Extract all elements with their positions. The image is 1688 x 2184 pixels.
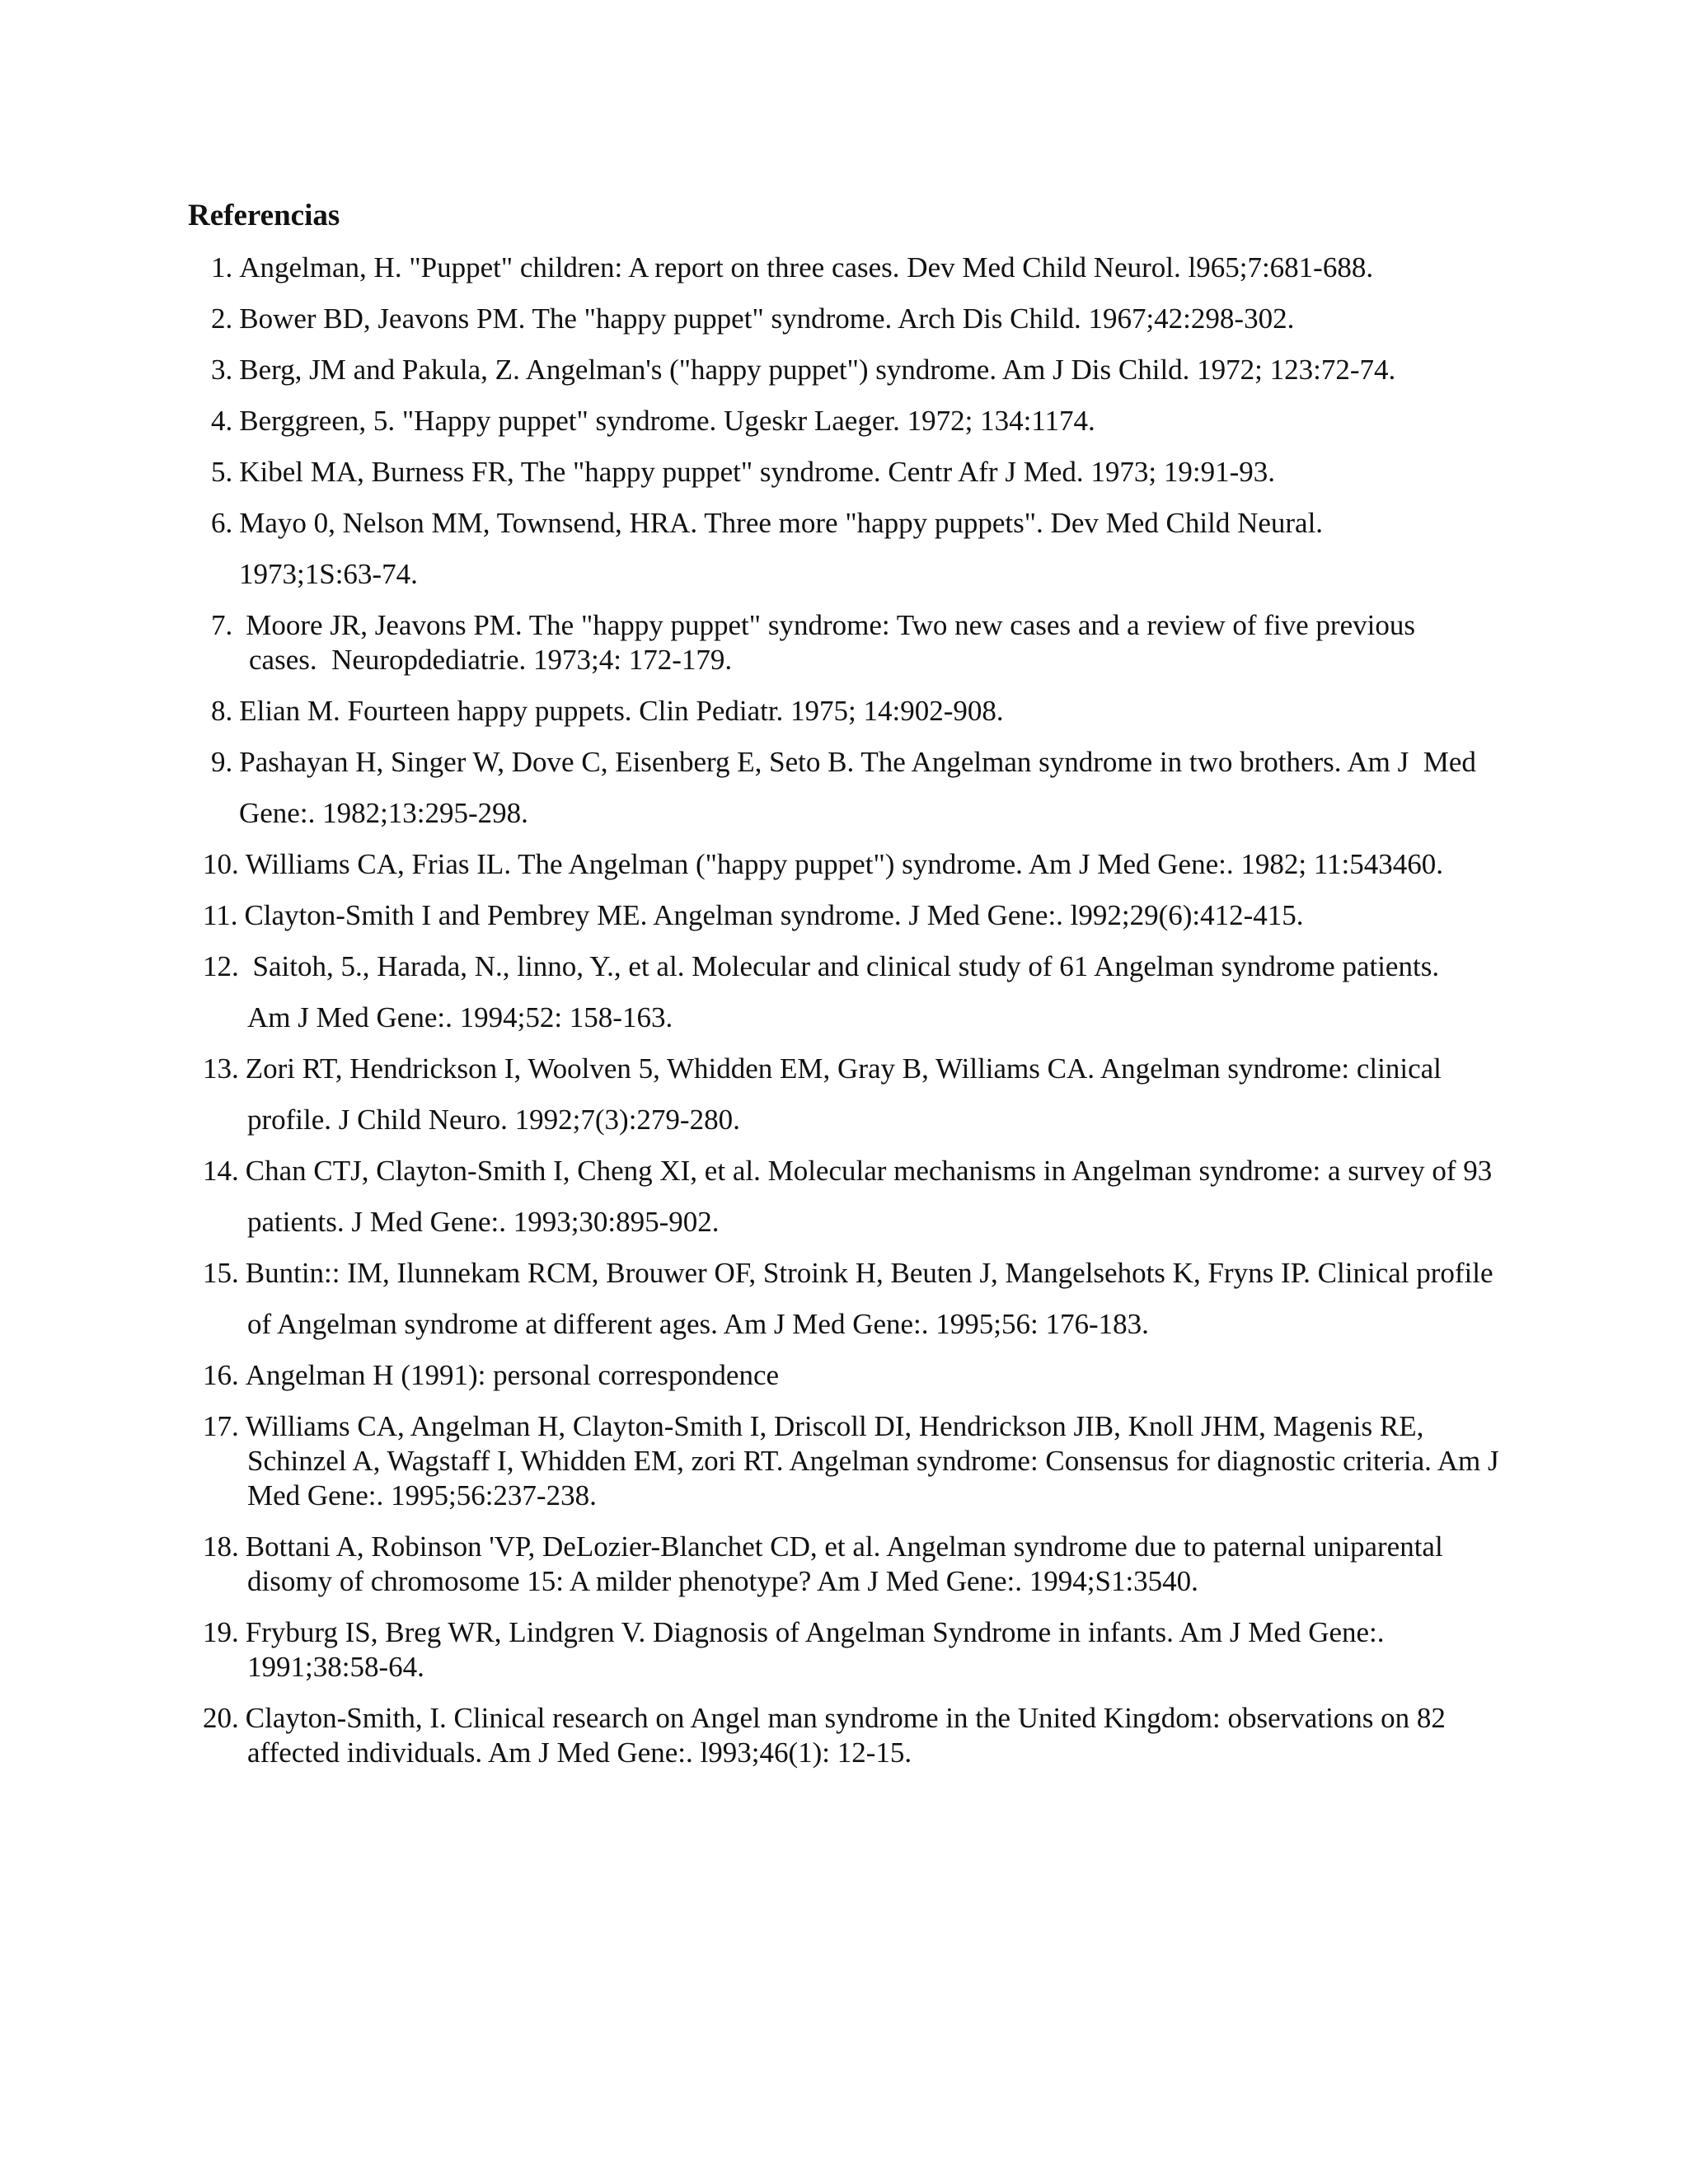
reference-text: Pashayan H, Singer W, Dove C, Eisenberg E, Seto B. The Angelman syndrome in two brothers. Am J Med [239,746,1476,778]
reference-item [203,1358,779,1393]
reference-number: 12. [203,950,239,982]
reference-number: 5. [211,456,233,488]
reference-item [203,1256,1493,1291]
reference-item [203,1154,1492,1188]
reference-number: 8. [211,695,233,727]
reference-number: 13. [203,1052,239,1085]
reference-number: 2. [211,302,233,335]
reference-item [211,251,1373,285]
reference-continuation: 1973;1S:63-74. [239,558,418,590]
reference-continuation: patients. J Med Gene:. 1993;30:895-902. [247,1206,720,1238]
reference-number: 14. [203,1155,239,1187]
reference-item [203,847,1443,882]
reference-continuation: Med Gene:. 1995;56:237-238. [247,1479,597,1511]
reference-text: Saitoh, 5., Harada, N., linno, Y., et al. Molecular and clinical study of 61 Angelman syndrome patients. [245,950,1440,982]
reference-item [203,1615,1385,1650]
reference-item [203,1530,1443,1564]
reference-text: Clayton-Smith, I. Clinical research on Angel man syndrome in the United Kingdom: observations on 82 [245,1702,1446,1734]
reference-text: Zori RT, Hendrickson I, Woolven 5, Whidden EM, Gray B, Williams CA. Angelman syndrome: clinical [245,1052,1442,1085]
reference-text: Kibel MA, Burness FR, The "happy puppet" syndrome. Centr Afr J Med. 1973; 19:91-93. [239,456,1275,488]
reference-number: 11. [203,899,238,931]
reference-text: Mayo 0, Nelson MM, Townsend, HRA. Three more "happy puppets". Dev Med Child Neural. [239,507,1324,539]
reference-number: 9. [211,746,233,778]
reference-continuation: of Angelman syndrome at different ages. Am J Med Gene:. 1995;56: 176-183. [247,1308,1149,1340]
reference-number: 7. [211,609,233,641]
reference-number: 20. [203,1702,239,1734]
reference-item [203,1409,1423,1444]
reference-continuation: affected individuals. Am J Med Gene:. l993;46(1): 12-15. [247,1736,912,1769]
reference-text: Moore JR, Jeavons PM. The "happy puppet" syndrome: Two new cases and a review of five previous [246,609,1415,641]
reference-continuation: cases. Neuropdediatrie. 1973;4: 172-179. [249,644,733,676]
reference-item [211,302,1294,336]
reference-item [203,1052,1442,1086]
reference-number: 10. [203,848,239,880]
reference-text: Williams CA, Angelman H, Clayton-Smith I, Driscoll DI, Hendrickson JIB, Knoll JHM, Magenis RE, [245,1410,1424,1442]
reference-text: Buntin:: IM, Ilunnekam RCM, Brouwer OF, Stroink H, Beuten J, Mangelsehots K, Fryns IP. Clinical profile [245,1257,1493,1289]
reference-continuation: profile. J Child Neuro. 1992;7(3):279-280. [247,1104,740,1136]
reference-number: 18. [203,1530,239,1563]
reference-number: 6. [211,507,233,539]
reference-continuation: Am J Med Gene:. 1994;52: 158-163. [247,1001,673,1033]
reference-number: 1. [211,251,233,284]
reference-text: Bower BD, Jeavons PM. The "happy puppet" syndrome. Arch Dis Child. 1967;42:298-302. [239,302,1295,335]
reference-number: 15. [203,1257,239,1289]
reference-number: 17. [203,1410,239,1442]
references-heading: Referencias [188,199,340,232]
reference-text: Clayton-Smith I and Pembrey ME. Angelman syndrome. J Med Gene:. l992;29(6):412-415. [244,899,1304,931]
reference-item [211,608,1415,643]
reference-number: 16. [203,1359,239,1391]
reference-text: Fryburg IS, Breg WR, Lindgren V. Diagnosis of Angelman Syndrome in infants. Am J Med Gene:. [245,1616,1385,1648]
reference-item [211,353,1395,387]
reference-number: 3. [211,354,233,386]
reference-item [211,506,1323,541]
reference-number: 4. [211,405,233,437]
reference-text: Williams CA, Frias IL. The Angelman ("happy puppet") syndrome. Am J Med Gene:. 1982; 11:543460. [245,848,1443,880]
reference-continuation: disomy of chromosome 15: A milder phenotype? Am J Med Gene:. 1994;S1:3540. [247,1565,1198,1597]
reference-continuation: Gene:. 1982;13:295-298. [239,797,528,829]
reference-text: Bottani A, Robinson 'VP, DeLozier-Blanchet CD, et al. Angelman syndrome due to paternal uniparental [245,1530,1443,1563]
reference-text: Chan CTJ, Clayton-Smith I, Cheng XI, et al. Molecular mechanisms in Angelman syndrome: a survey of 93 [245,1155,1493,1187]
reference-text: Elian M. Fourteen happy puppets. Clin Pediatr. 1975; 14:902-908. [239,695,1004,727]
reference-text: Berg, JM and Pakula, Z. Angelman's ("happy puppet") syndrome. Am J Dis Child. 1972; 123:72-74. [239,354,1396,386]
reference-number: 19. [203,1616,239,1648]
reference-item [203,1701,1446,1736]
reference-text: Angelman H (1991): personal correspondence [245,1359,780,1391]
reference-continuation: Schinzel A, Wagstaff I, Whidden EM, zori RT. Angelman syndrome: Consensus for diagnostic criteria. Am J [247,1445,1499,1477]
reference-text: Angelman, H. "Puppet" children: A report on three cases. Dev Med Child Neurol. l965;7:681-688. [239,251,1374,284]
reference-item [211,404,1095,438]
reference-continuation: 1991;38:58-64. [247,1651,424,1683]
reference-text: Berggreen, 5. "Happy puppet" syndrome. Ugeskr Laeger. 1972; 134:1174. [239,405,1095,437]
reference-item [211,745,1476,780]
reference-item [203,898,1304,933]
reference-item [203,949,1439,984]
reference-item [211,455,1275,490]
reference-item [211,694,1004,729]
